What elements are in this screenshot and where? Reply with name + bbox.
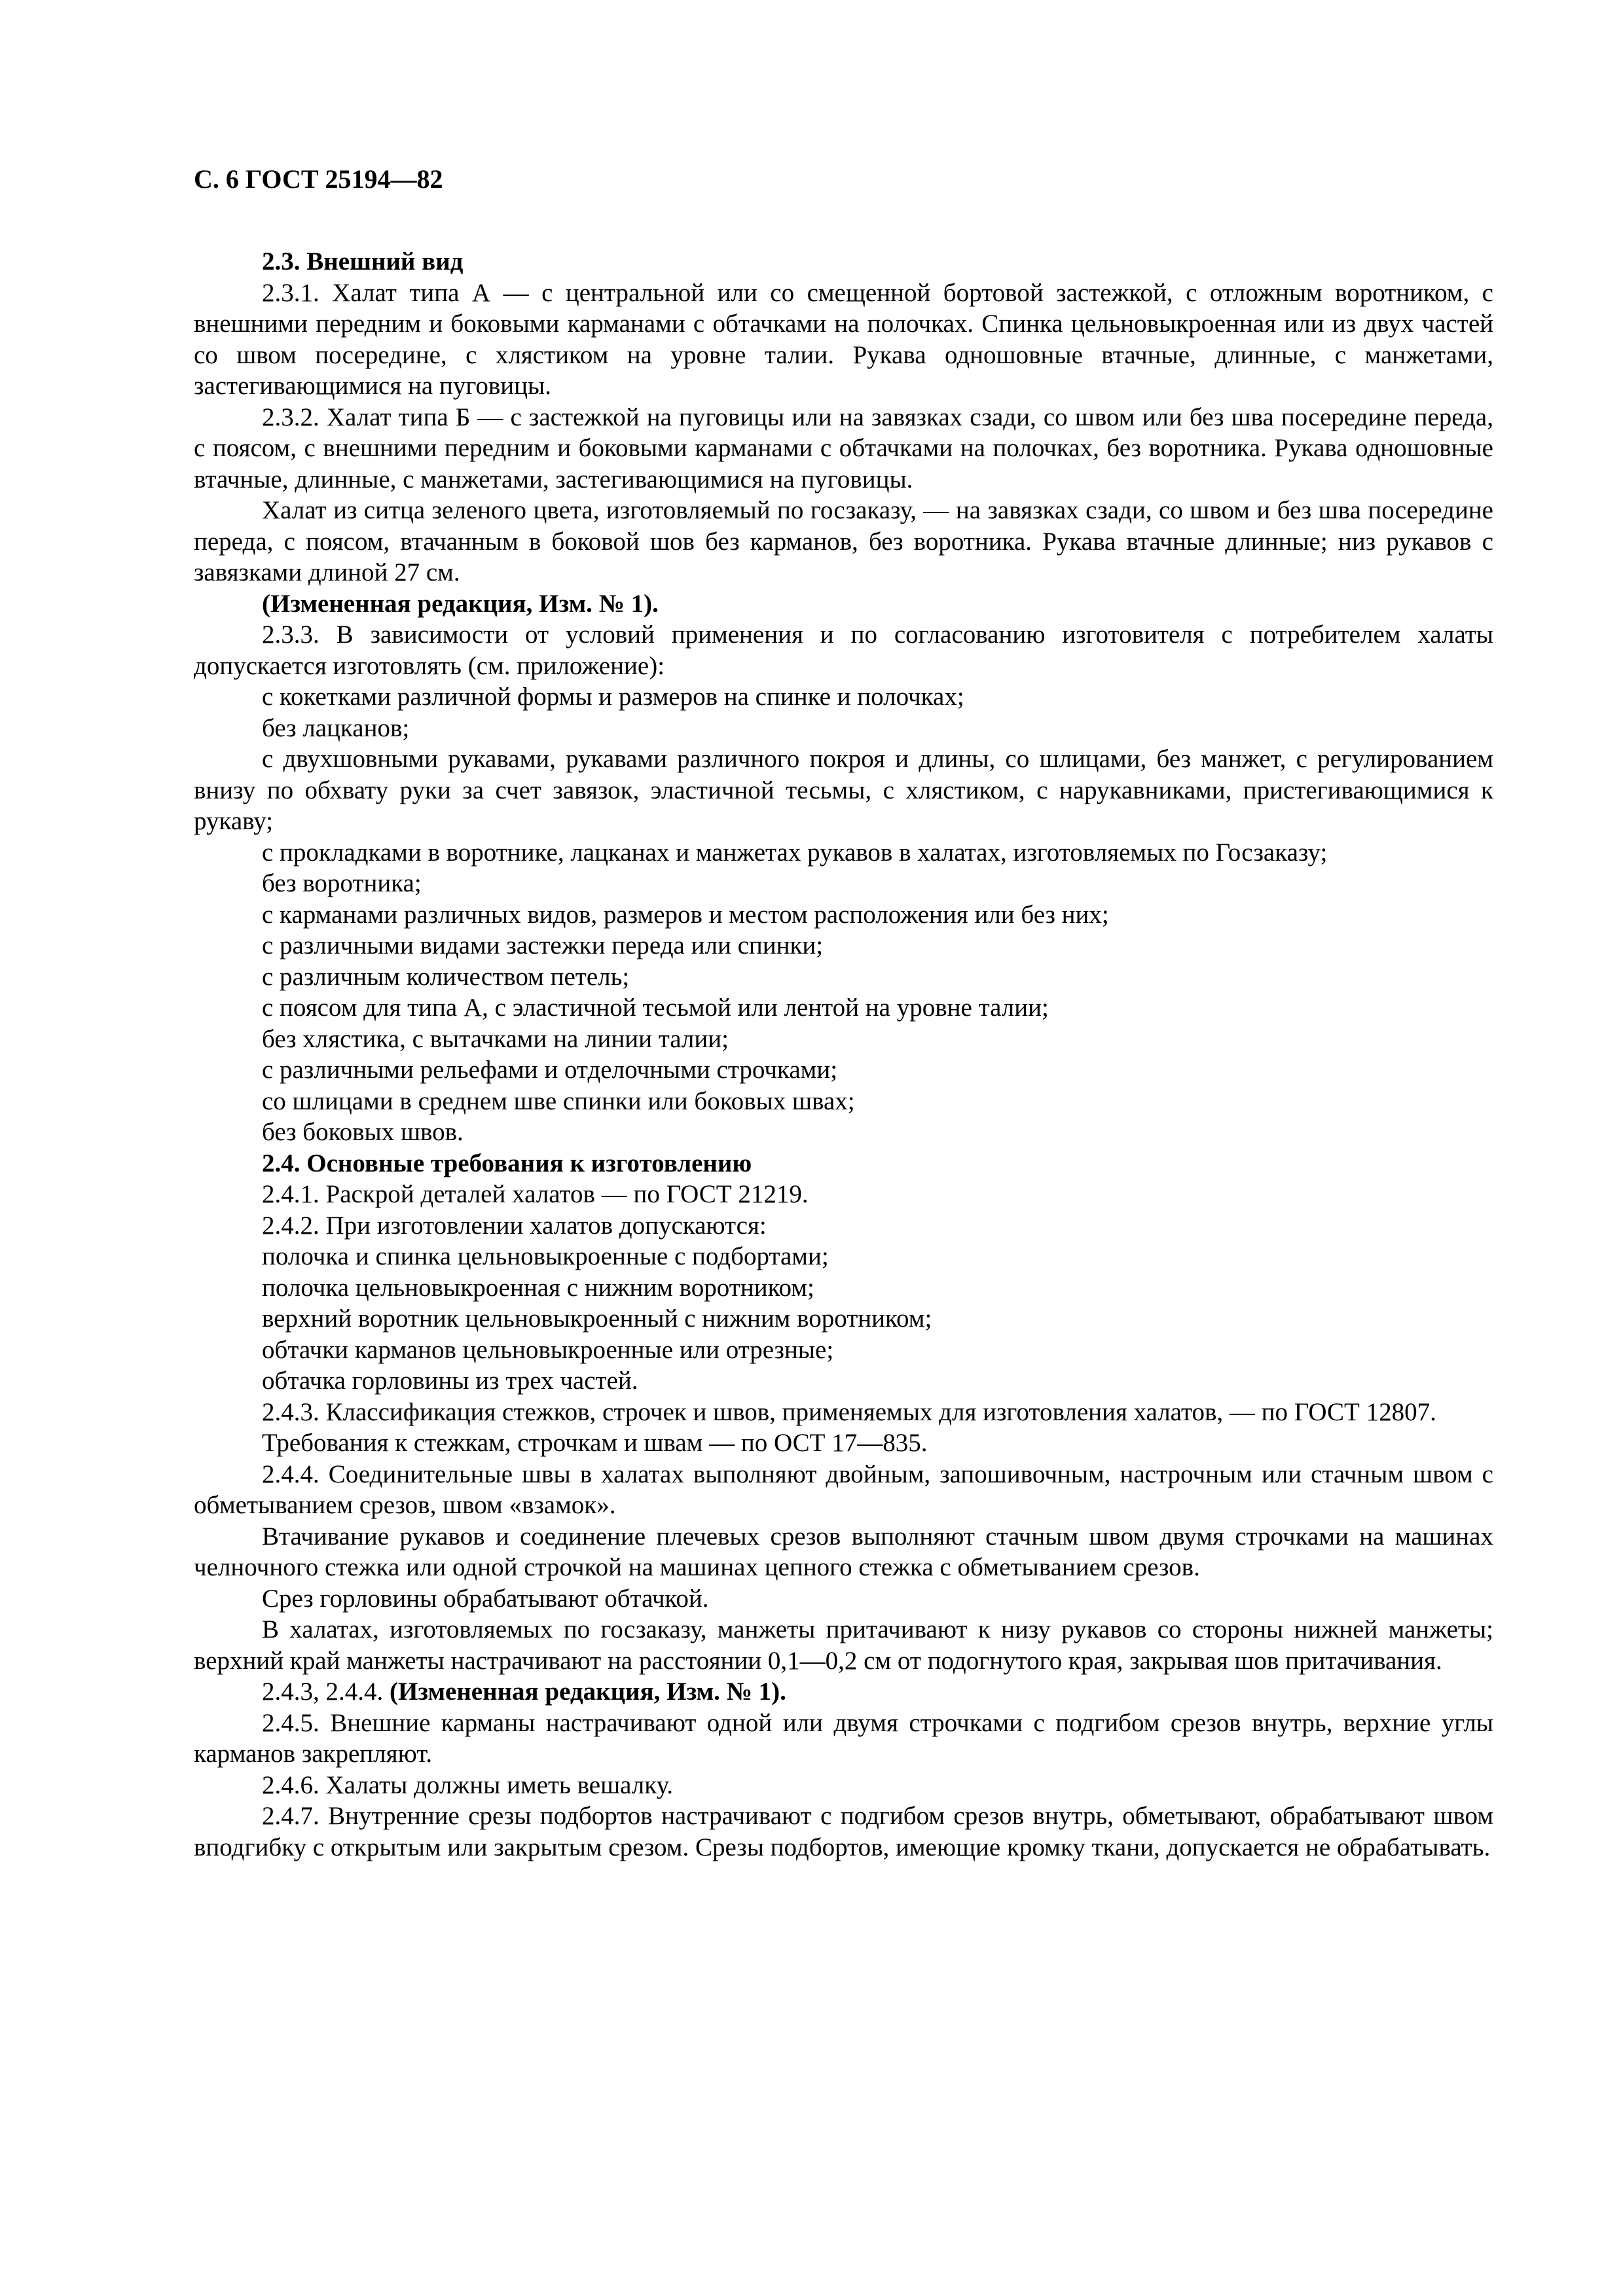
- list-item: без боковых швов.: [262, 1118, 464, 1146]
- list-item: с поясом для типа А, с эластичной тесьмой или лентой на уровне талии;: [262, 994, 1049, 1022]
- page-header: С. 6 ГОСТ 25194—82: [194, 164, 443, 194]
- amendment-note: [194, 1676, 1493, 1708]
- list-item: с кокетками различной формы и размеров на спинке и полочках;: [262, 683, 964, 711]
- list-item: обтачка горловины из трех частей.: [262, 1367, 638, 1395]
- amendment-label: (Измененная редакция, Изм. № 1).: [390, 1677, 786, 1706]
- list-item: верхний воротник цельновыкроенный с нижним воротником;: [262, 1304, 932, 1333]
- paragraph: Втачивание рукавов и соединение плечевых срезов выполняют стачным швом двумя строчками на машинах челночного стежка или одной строчкой на машинах цепного стежка с обметыванием срезов.: [194, 1522, 1493, 1581]
- paragraph: 2.4.2. При изготовлении халатов допускаются:: [262, 1211, 767, 1240]
- list-item: полочка цельновыкроенная с нижним воротником;: [262, 1273, 814, 1302]
- list-item: без воротника;: [262, 869, 422, 897]
- paragraph: 2.4.1. Раскрой деталей халатов — по ГОСТ 21219.: [262, 1180, 809, 1208]
- list-item: с различными рельефами и отделочными строчками;: [262, 1056, 838, 1084]
- list-item: с различным количеством петель;: [262, 962, 630, 991]
- paragraph: Срез горловины обрабатывают обтачкой.: [262, 1584, 709, 1613]
- list-item: с двухшовными рукавами, рукавами различного покроя и длины, со шлицами, без манжет, с регулированием внизу по обхвату руки за счет завязок, эластичной тесьмы, с хлястиком, с нарукавниками, пристегивающимися к рукаву;: [194, 745, 1493, 835]
- section-heading-2-3: 2.3. Внешний вид: [262, 247, 464, 276]
- clause-numbers: 2.4.3, 2.4.4.: [262, 1677, 384, 1706]
- paragraph: 2.4.5. Внешние карманы настрачивают одной или двумя строчками с подгибом срезов внутрь, верхние углы карманов закрепляют.: [194, 1708, 1493, 1768]
- document-page: [194, 164, 1493, 1863]
- paragraph: 2.3.1. Халат типа А — с центральной или со смещенной бортовой застежкой, с отложным воротником, с внешними передним и боковыми карманами с обтачками на полочках. Спинка цельновыкроенная или из двух частей со швом посередине, с хлястиком на уровне талии. Рукава одношовные втачные, длинные, с манжетами, застегивающимися на пуговицы.: [194, 278, 1493, 400]
- list-item: обтачки карманов цельновыкроенные или отрезные;: [262, 1335, 834, 1364]
- paragraph: 2.4.3. Классификация стежков, строчек и швов, применяемых для изготовления халатов, — по ГОСТ 12807.: [262, 1397, 1436, 1426]
- list-item: без лацканов;: [262, 713, 410, 742]
- paragraph: 2.4.4. Соединительные швы в халатах выполняют двойным, запошивочным, настрочным или стачным швом с обметыванием срезов, швом «взамок».: [194, 1460, 1493, 1519]
- section-heading-2-4: 2.4. Основные требования к изготовлению: [262, 1149, 752, 1177]
- document-body: [194, 246, 1493, 1863]
- list-item: с карманами различных видов, размеров и местом расположения или без них;: [262, 900, 1109, 929]
- paragraph: 2.3.3. В зависимости от условий применения и по согласованию изготовителя с потребителем халаты допускается изготовлять (см. приложение):: [194, 620, 1493, 680]
- amendment-note: (Измененная редакция, Изм. № 1).: [262, 589, 659, 618]
- list-item: со шлицами в среднем шве спинки или боковых швах;: [262, 1086, 855, 1115]
- paragraph: Халат из ситца зеленого цвета, изготовляемый по госзаказу, — на завязках сзади, со швом и без шва посередине переда, с поясом, втачанным в боковой шов без карманов, без воротника. Рукава втачные длинные; низ рукавов с завязками длиной 27 см.: [194, 496, 1493, 586]
- paragraph: Требования к стежкам, строчкам и швам — по ОСТ 17—835.: [262, 1429, 928, 1457]
- paragraph: 2.4.6. Халаты должны иметь вешалку.: [262, 1770, 673, 1799]
- paragraph: В халатах, изготовляемых по госзаказу, манжеты притачивают к низу рукавов со стороны нижней манжеты; верхний край манжеты настрачивают на расстоянии 0,1—0,2 см от подогнутого края, закрывая шов притачивания.: [194, 1615, 1493, 1675]
- list-item: с различными видами застежки переда или спинки;: [262, 931, 824, 960]
- paragraph: 2.3.2. Халат типа Б — с застежкой на пуговицы или на завязках сзади, со швом или без шва посередине переда, с поясом, с внешними передним и боковыми карманами с обтачками на полочках, без воротника. Рукава одношовные втачные, длинные, с манжетами, застегивающимися на пуговицы.: [194, 403, 1493, 493]
- list-item: без хлястика, с вытачками на линии талии;: [262, 1024, 729, 1053]
- list-item: полочка и спинка цельновыкроенные с подбортами;: [262, 1242, 829, 1270]
- list-item: с прокладками в воротнике, лацканах и манжетах рукавов в халатах, изготовляемых по Госзаказу;: [262, 838, 1328, 867]
- paragraph: 2.4.7. Внутренние срезы подбортов настрачивают с подгибом срезов внутрь, обметывают, обрабатывают швом вподгибку с открытым или закрытым срезом. Срезы подбортов, имеющие кромку ткани, допускается не обрабатывать.: [194, 1802, 1493, 1861]
